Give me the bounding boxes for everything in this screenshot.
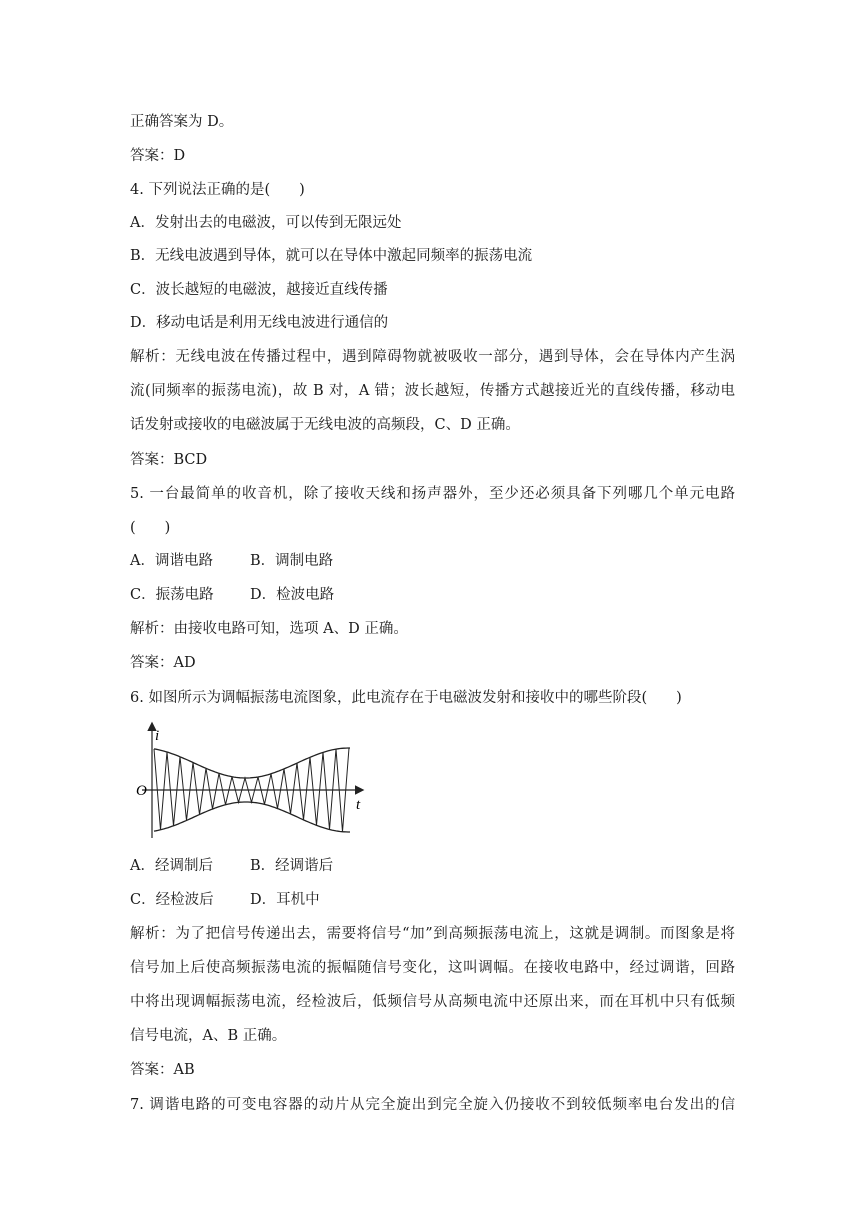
question-6-analysis-cont: 中将出现调幅振荡电流，经检波后，低频信号从高频电流中还原出来，而在耳机中只有低频 bbox=[130, 994, 735, 1010]
question-6-analysis-cont: 信号电流，A、B 正确。 bbox=[130, 1028, 287, 1044]
question-6-analysis: 解析：为了把信号传递出去，需要将信号“加”到高频振荡电流上，这就是调制。而图象是将 bbox=[130, 926, 735, 942]
question-5-options-row bbox=[130, 551, 735, 571]
question-4-option-c: C．波长越短的电磁波，越接近直线传播 bbox=[130, 282, 388, 298]
question-5-option-b: B．调制电路 bbox=[250, 553, 334, 569]
answer-line: 答案：AD bbox=[130, 655, 196, 671]
question-4-analysis-cont: 流(同频率的振荡电流)，故 B 对，A 错；波长越短，传播方式越接近光的直线传播，移动电 bbox=[130, 383, 735, 399]
question-6-options-row bbox=[130, 856, 735, 876]
lower-envelope bbox=[154, 802, 350, 832]
question-4-option-b: B．无线电波遇到导体，就可以在导体中激起同频率的振荡电流 bbox=[130, 248, 533, 264]
answer-line: 答案：AB bbox=[130, 1062, 195, 1078]
upper-envelope bbox=[154, 748, 350, 778]
question-6-option-c: C．经检波后 bbox=[130, 892, 214, 908]
question-5-option-c: C．振荡电路 bbox=[130, 587, 214, 603]
question-4-analysis: 解析：无线电波在传播过程中，遇到障碍物就被吸收一部分，遇到导体，会在导体内产生涡 bbox=[130, 349, 735, 365]
question-5-option-a: A．调谐电路 bbox=[130, 553, 213, 569]
question-5-blank: ( ) bbox=[130, 520, 171, 536]
question-6-analysis-cont: 信号加上后使高频振荡电流的振幅随信号变化，这叫调幅。在接收电路中，经过调谐，回路 bbox=[130, 960, 735, 976]
question-4-stem: 4. 下列说法正确的是( ) bbox=[130, 182, 305, 198]
answer-line: 答案：BCD bbox=[130, 452, 208, 468]
question-5-options-row bbox=[130, 585, 735, 605]
question-6-option-a: A．经调制后 bbox=[130, 858, 213, 874]
text-line: 正确答案为 D。 bbox=[130, 114, 234, 130]
origin-label: O bbox=[136, 783, 147, 799]
am-current-figure bbox=[130, 718, 370, 840]
y-axis-label: i bbox=[155, 728, 160, 744]
question-4-option-d: D．移动电话是利用无线电波进行通信的 bbox=[130, 315, 389, 331]
question-5-analysis: 解析：由接收电路可知，选项 A、D 正确。 bbox=[130, 621, 408, 637]
question-4-option-a: A．发射出去的电磁波，可以传到无限远处 bbox=[130, 215, 402, 231]
question-5-option-d: D．检波电路 bbox=[250, 587, 335, 603]
answer-line: 答案：D bbox=[130, 148, 186, 164]
x-axis-label: t bbox=[356, 797, 361, 813]
question-5-stem: 5. 一台最简单的收音机，除了接收天线和扬声器外，至少还必须具备下列哪几个单元电路 bbox=[130, 486, 735, 502]
question-4-analysis-cont: 话发射或接收的电磁波属于无线电波的高频段，C、D 正确。 bbox=[130, 417, 520, 433]
question-6-option-d: D．耳机中 bbox=[250, 892, 320, 908]
question-6-option-b: B．经调谐后 bbox=[250, 858, 334, 874]
question-7-stem: 7. 调谐电路的可变电容器的动片从完全旋出到完全旋入仍接收不到较低频率电台发出的信 bbox=[130, 1097, 735, 1113]
question-6-options-row bbox=[130, 890, 735, 910]
question-6-stem: 6. 如图所示为调幅振荡电流图象，此电流存在于电磁波发射和接收中的哪些阶段( ) bbox=[130, 690, 682, 706]
